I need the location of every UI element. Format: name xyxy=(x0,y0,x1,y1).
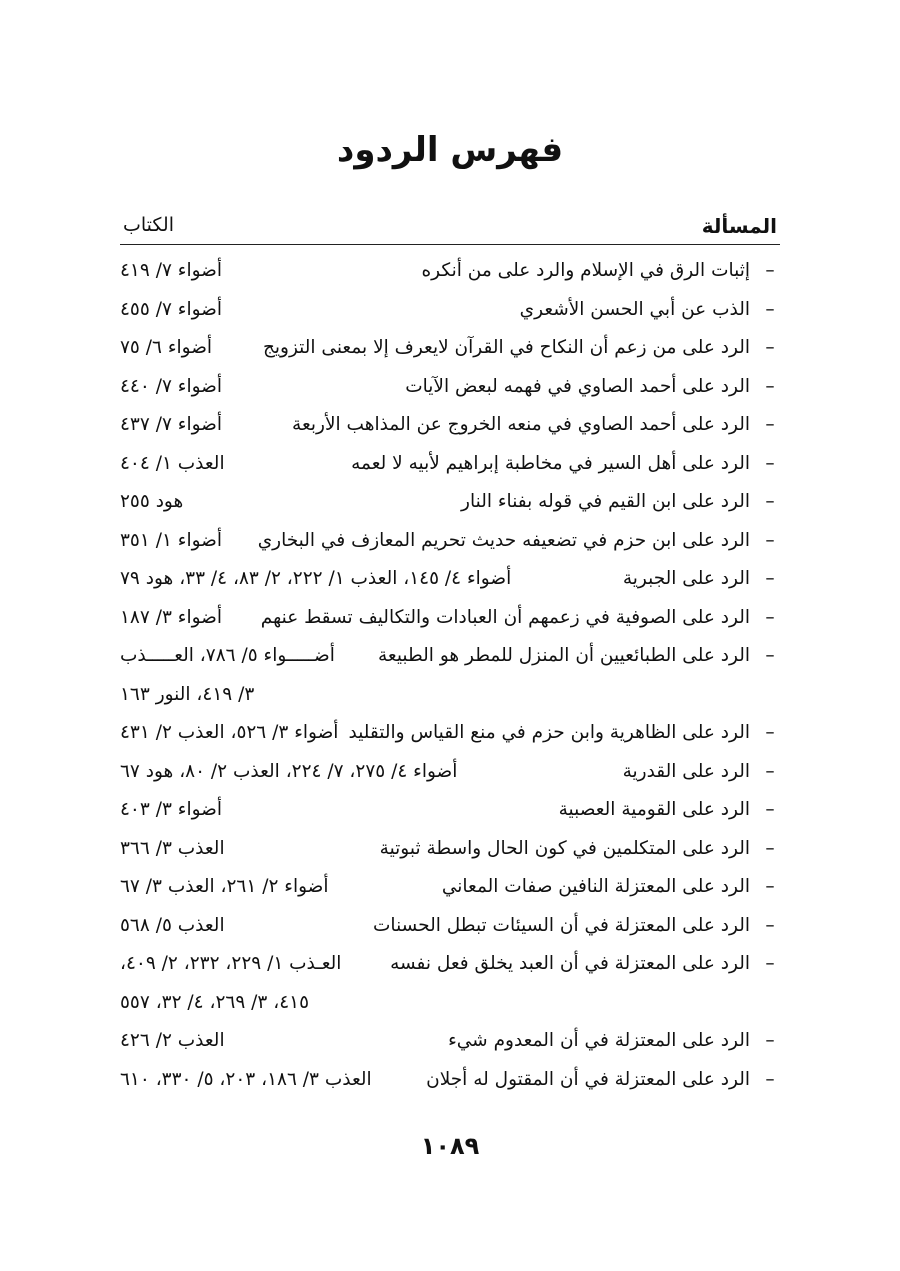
list-item xyxy=(120,643,780,682)
entry-reference-continuation: ٤١٥، ٣/ ٢٦٩، ٤/ ٣٢، ٥٥٧ xyxy=(120,991,310,1013)
entry-issue: الرد على المعتزلة في أن العبد يخلق فعل نفسه xyxy=(390,953,750,974)
page-number: ١٠٨٩ xyxy=(420,1132,480,1160)
column-header-book: الكتاب xyxy=(123,214,174,236)
entry-reference: أضواء ٣/ ١٨٧ xyxy=(120,606,223,628)
bullet-dash: – xyxy=(765,953,775,974)
bullet-dash: – xyxy=(765,799,775,820)
entry-issue: الرد على المعتزلة في أن السيئات تبطل الحسنات xyxy=(373,914,750,936)
bullet-dash: – xyxy=(765,722,775,743)
bullet-dash: – xyxy=(765,837,775,859)
entry-reference: أضـــــواء ٥/ ٧٨٦، العـــــذب xyxy=(120,645,335,666)
entry-reference: أضواء ٤/ ٢٧٥، ٧/ ٢٢٤، العذب ٢/ ٨٠، هود ٦٧ xyxy=(120,760,458,782)
entry-reference: أضواء ٧/ ٤٤٠ xyxy=(120,375,223,397)
list-item xyxy=(120,489,780,528)
list-item xyxy=(120,1028,780,1067)
list-item xyxy=(120,412,780,451)
entry-reference: العذب ٣/ ٣٦٦ xyxy=(120,837,225,859)
entry-issue: الرد على المعتزلة في أن المقتول له أجلان xyxy=(426,1068,750,1090)
bullet-dash: – xyxy=(765,568,775,589)
bullet-dash: – xyxy=(765,491,775,512)
list-item xyxy=(120,258,780,297)
list-item xyxy=(120,605,780,644)
list-item xyxy=(120,566,780,605)
bullet-dash: – xyxy=(765,529,775,551)
entry-reference: أضواء ٧/ ٤٥٥ xyxy=(120,298,223,320)
header-rule xyxy=(120,244,780,245)
entry-issue: الرد على المعتزلة في أن المعدوم شيء xyxy=(448,1030,750,1051)
bullet-dash: – xyxy=(765,914,775,936)
entry-issue: الرد على القومية العصبية xyxy=(558,799,750,820)
bullet-dash: – xyxy=(765,645,775,666)
list-item-continuation xyxy=(120,990,780,1029)
entry-reference-continuation: ٣/ ٤١٩، النور ١٦٣ xyxy=(120,683,255,705)
list-item xyxy=(120,951,780,990)
entry-issue: الرد على المتكلمين في كون الحال واسطة ثبوتية xyxy=(379,837,750,859)
entry-issue: الرد على الصوفية في زعمهم أن العبادات والتكاليف تسقط عنهم xyxy=(260,606,750,628)
list-item xyxy=(120,874,780,913)
column-header-issue: المسألة xyxy=(701,214,777,238)
entry-issue: الذب عن أبي الحسن الأشعري xyxy=(519,298,750,320)
entry-reference: أضواء ٧/ ٤٣٧ xyxy=(120,414,223,435)
entry-reference: العذب ٥/ ٥٦٨ xyxy=(120,914,225,936)
entry-reference: أضواء ٢/ ٢٦١، العذب ٣/ ٦٧ xyxy=(120,876,329,897)
list-item-continuation xyxy=(120,682,780,721)
entry-issue: الرد على الطبائعيين أن المنزل للمطر هو الطبيعة xyxy=(377,645,750,666)
entry-issue: الرد على أهل السير في مخاطبة إبراهيم لأبيه لا لعمه xyxy=(351,452,750,474)
entry-issue: الرد على الجبرية xyxy=(622,568,750,589)
page-title: فهرس الردود xyxy=(336,130,564,170)
entry-reference: أضواء ٣/ ٤٠٣ xyxy=(120,799,223,820)
entry-issue: الرد على من زعم أن النكاح في القرآن لايعرف إلا بمعنى التزويج xyxy=(262,337,750,358)
bullet-dash: – xyxy=(765,876,775,897)
entry-issue: الرد على القدرية xyxy=(622,760,750,782)
bullet-dash: – xyxy=(765,1068,775,1090)
entry-reference: أضواء ١/ ٣٥١ xyxy=(120,529,223,551)
entry-issue: الرد على ابن حزم في تضعيفه حديث تحريم المعازف في البخاري xyxy=(257,529,750,551)
bullet-dash: – xyxy=(765,606,775,628)
entries-list xyxy=(120,258,780,1105)
list-item xyxy=(120,913,780,952)
entry-reference: العذب ٣/ ١٨٦، ٢٠٣، ٥/ ٣٣٠، ٦١٠ xyxy=(120,1068,372,1090)
list-item xyxy=(120,451,780,490)
list-item xyxy=(120,335,780,374)
entry-issue: الرد على أحمد الصاوي في منعه الخروج عن المذاهب الأربعة xyxy=(292,414,750,435)
bullet-dash: – xyxy=(765,260,775,281)
entry-reference: العذب ٢/ ٤٢٦ xyxy=(120,1030,225,1051)
entry-reference: أضواء ٧/ ٤١٩ xyxy=(120,260,223,281)
list-item xyxy=(120,297,780,336)
list-item xyxy=(120,759,780,798)
list-item xyxy=(120,528,780,567)
entry-issue: إثبات الرق في الإسلام والرد على من أنكره xyxy=(421,260,750,281)
list-item xyxy=(120,836,780,875)
bullet-dash: – xyxy=(765,337,775,358)
entry-reference: أضواء ٣/ ٥٢٦، العذب ٢/ ٤٣١ xyxy=(120,722,339,743)
entry-reference: هود ٢٥٥ xyxy=(120,491,184,512)
list-item xyxy=(120,374,780,413)
entry-issue: الرد على المعتزلة النافين صفات المعاني xyxy=(441,876,750,897)
entry-reference: العذب ١/ ٤٠٤ xyxy=(120,452,225,474)
entry-issue: الرد على أحمد الصاوي في فهمه لبعض الآيات xyxy=(405,375,750,397)
bullet-dash: – xyxy=(765,760,775,782)
list-item xyxy=(120,720,780,759)
list-item xyxy=(120,797,780,836)
bullet-dash: – xyxy=(765,452,775,474)
entry-reference: أضواء ٦/ ٧٥ xyxy=(120,337,213,358)
entry-issue: الرد على الظاهرية وابن حزم في منع القياس والتقليد xyxy=(348,722,750,743)
entry-reference: أضواء ٤/ ١٤٥، العذب ١/ ٢٢٢، ٢/ ٨٣، ٤/ ٣٣، هود ٧٩ xyxy=(120,568,512,589)
bullet-dash: – xyxy=(765,298,775,320)
list-item xyxy=(120,1067,780,1106)
bullet-dash: – xyxy=(765,1030,775,1051)
bullet-dash: – xyxy=(765,375,775,397)
entry-reference: العـذب ١/ ٢٢٩، ٢٣٢، ٢/ ٤٠٩، xyxy=(120,953,342,974)
bullet-dash: – xyxy=(765,414,775,435)
entry-issue: الرد على ابن القيم في قوله بفناء النار xyxy=(461,491,750,512)
